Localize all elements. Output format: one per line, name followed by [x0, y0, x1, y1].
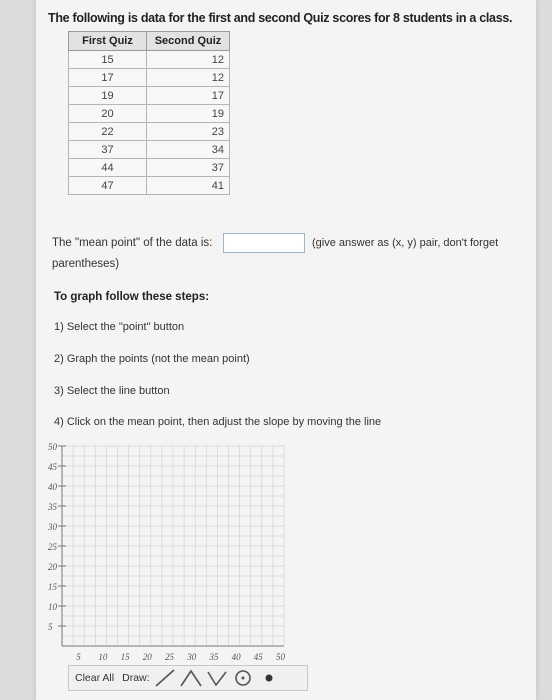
- draw-toolbar: [68, 665, 308, 691]
- second-quiz-cell: 23: [147, 123, 230, 141]
- polyline-tool-icon[interactable]: [178, 667, 204, 689]
- circle-tool-icon[interactable]: [230, 667, 256, 689]
- answer-hint: (give answer as (x, y) pair, don't forget: [312, 237, 499, 249]
- point-tool-icon[interactable]: [256, 667, 282, 689]
- second-quiz-cell: 19: [147, 105, 230, 123]
- x-tick-label: 50: [276, 652, 285, 662]
- mean-point-input[interactable]: [223, 233, 305, 253]
- first-quiz-cell: 47: [69, 177, 147, 195]
- x-tick-label: 15: [120, 652, 130, 662]
- x-tick-label: 45: [253, 652, 263, 662]
- draw-label: Draw:: [122, 672, 150, 684]
- y-tick-label: 20: [48, 562, 57, 572]
- first-quiz-cell: 22: [69, 123, 147, 141]
- check-tool-icon[interactable]: [204, 667, 230, 689]
- y-tick-label: 50: [48, 442, 57, 452]
- line-tool-icon[interactable]: [152, 667, 178, 689]
- y-tick-label: 15: [48, 582, 57, 592]
- first-quiz-cell: 19: [69, 87, 147, 105]
- header-second-quiz: Second Quiz: [147, 32, 230, 51]
- table-row: [69, 87, 230, 105]
- first-quiz-cell: 20: [69, 105, 147, 123]
- steps-title: To graph follow these steps:: [54, 291, 210, 303]
- table-row: [69, 141, 230, 159]
- step-2: 2) Graph the points (not the mean point): [54, 353, 250, 365]
- y-tick-label: 10: [48, 602, 57, 612]
- second-quiz-cell: 12: [147, 51, 230, 69]
- first-quiz-cell: 15: [69, 51, 147, 69]
- y-tick-label: 25: [48, 542, 57, 552]
- x-tick-label: 30: [187, 652, 197, 662]
- table-row: [69, 123, 230, 141]
- x-tick-label: 35: [209, 652, 219, 662]
- first-quiz-cell: 37: [69, 141, 147, 159]
- x-tick-label: 25: [165, 652, 174, 662]
- table-row: [69, 177, 230, 195]
- step-4: 4) Click on the mean point, then adjust the slope by moving the line: [54, 416, 382, 428]
- table-row: [69, 69, 230, 87]
- table-row: [69, 51, 230, 69]
- x-tick-label: 5: [76, 652, 81, 662]
- table-row: [69, 105, 230, 123]
- y-tick-label: 45: [48, 462, 57, 472]
- y-tick-label: 40: [48, 482, 57, 492]
- first-quiz-cell: 44: [69, 159, 147, 177]
- intro-text: The following is data for the first and second Quiz scores for 8 students in a class.: [48, 11, 513, 25]
- worksheet: [36, 0, 536, 700]
- quiz-table: [68, 31, 230, 195]
- x-tick-label: 40: [231, 652, 241, 662]
- second-quiz-cell: 12: [147, 69, 230, 87]
- y-tick-label: 35: [48, 502, 57, 512]
- table-row: [69, 159, 230, 177]
- second-quiz-cell: 37: [147, 159, 230, 177]
- y-tick-label: 30: [48, 522, 57, 532]
- second-quiz-cell: 17: [147, 87, 230, 105]
- x-tick-label: 10: [98, 652, 108, 662]
- clear-all-button[interactable]: Clear All: [75, 672, 115, 684]
- y-tick-label: 5: [48, 622, 53, 632]
- second-quiz-cell: 34: [147, 141, 230, 159]
- x-tick-label: 20: [142, 652, 152, 662]
- step-1: 1) Select the "point" button: [54, 321, 185, 333]
- step-3: 3) Select the line button: [54, 385, 170, 397]
- answer-hint-cont: parentheses): [52, 258, 120, 270]
- mean-label: The "mean point" of the data is:: [52, 237, 213, 249]
- first-quiz-cell: 17: [69, 69, 147, 87]
- header-first-quiz: First Quiz: [69, 32, 147, 51]
- second-quiz-cell: 41: [147, 177, 230, 195]
- graph-area[interactable]: [36, 440, 296, 662]
